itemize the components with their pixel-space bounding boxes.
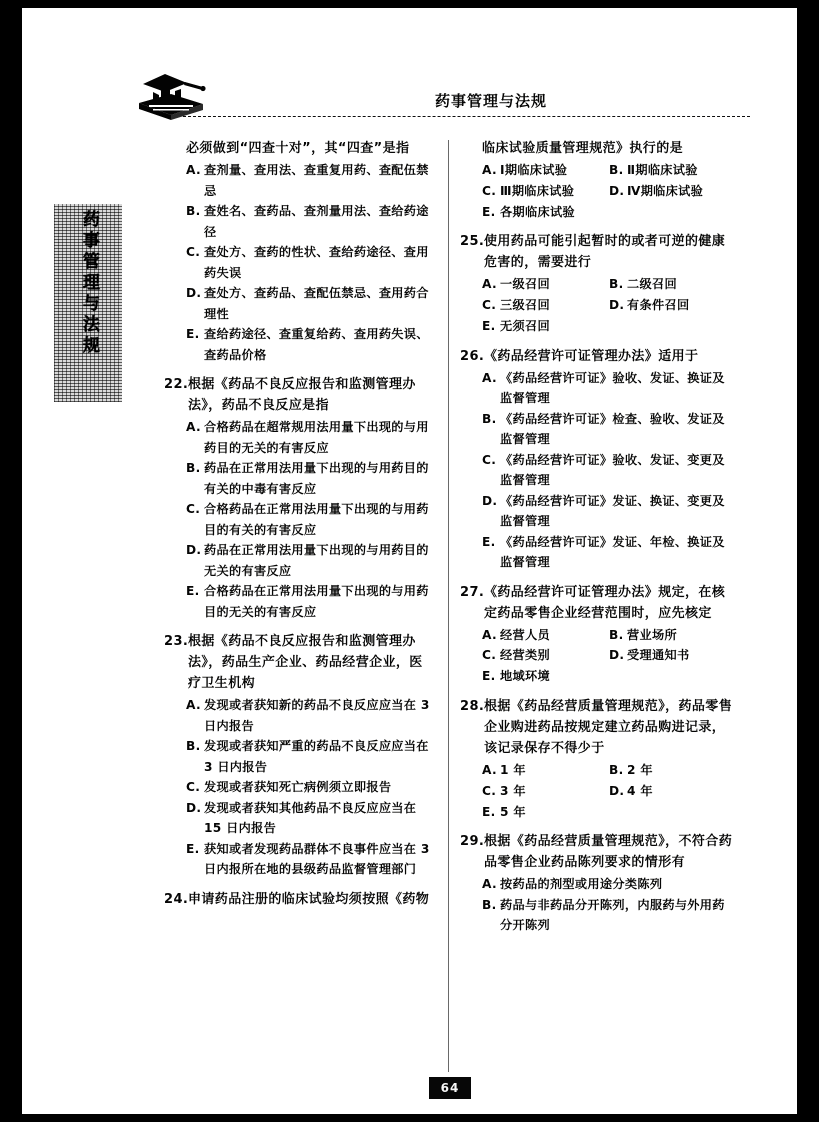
option-text: 《药品经营许可证》检查、验收、发证及监督管理 [500,411,725,447]
option-item[interactable] [609,625,736,646]
option-item[interactable] [609,181,736,202]
option-letter: E. [482,669,496,684]
option-item[interactable] [164,499,432,540]
question-stem [460,138,736,159]
option-letter: B. [186,204,201,219]
option-item[interactable] [482,645,609,666]
option-text: 查姓名、查药品、查剂量用法、查给药途径 [204,204,429,239]
question-number: 25. [460,234,485,250]
scan-edge-left [0,0,22,1122]
option-text: 查处方、查药的性状、查给药途径、查用药失误 [204,245,429,280]
option-item[interactable] [609,760,736,781]
section-side-tab-label: 药事管理与法规 [78,210,99,357]
option-item[interactable] [609,781,736,802]
option-row [460,645,736,666]
option-item[interactable] [164,839,432,880]
page-title: 药事管理与法规 [435,92,548,110]
option-item[interactable] [609,295,736,316]
question-block [460,582,736,687]
option-list [460,160,736,222]
option-item[interactable] [460,874,736,895]
option-letter: A. [482,370,497,385]
question-stem-text: 必须做到“四查十对”，其“四查”是指 [186,141,410,156]
option-item[interactable] [164,581,432,622]
option-text: 无须召回 [500,318,550,333]
question-number: 23. [164,634,189,650]
option-item[interactable] [164,695,432,736]
option-text: 《药品经营许可证》验收、发证、换证及监督管理 [500,370,725,406]
option-letter: C. [482,298,497,313]
option-text: 《药品经营许可证》发证、换证、变更及监督管理 [500,493,725,529]
option-item[interactable] [482,802,609,823]
question-number: 28. [460,698,485,714]
option-letter: E. [186,584,200,599]
option-item[interactable] [609,274,736,295]
question-block [164,138,432,365]
option-item[interactable] [164,160,432,201]
option-text: 发现或者获知其他药品不良反应应当在 15 日内报告 [204,800,417,836]
option-text: Ⅳ期临床试验 [627,183,704,198]
option-text: 按药品的剂型或用途分类陈列 [500,877,663,892]
option-list [164,695,432,880]
option-row [460,160,736,181]
option-letter: C. [482,452,497,467]
option-item[interactable] [482,274,609,295]
question-stem-text: 根据《药品经营质量管理规范》，不符合药品零售企业药品陈列要求的情形有 [484,834,733,871]
option-item[interactable] [164,201,432,242]
question-stem-text: 申请药品注册的临床试验均须按照《药物 [188,891,430,907]
option-letter: D. [609,648,625,663]
option-text: 合格药品在超常规用法用量下出现的与用药目的无关的有害反应 [204,420,429,455]
question-number: 22. [164,377,189,393]
question-block [460,138,736,222]
option-item[interactable] [164,798,432,839]
option-text: 合格药品在正常用法用量下出现的与用药目的有关的有害反应 [204,502,429,537]
option-item[interactable] [460,368,736,409]
option-letter: B. [482,411,497,426]
book-graduation-cap-icon [135,70,207,120]
option-text: 经营类别 [500,648,550,663]
option-text: 《药品经营许可证》验收、发证、变更及监督管理 [500,452,725,488]
option-row [460,316,736,337]
option-item[interactable] [164,242,432,283]
header-divider [183,116,750,117]
column-divider [448,140,449,1072]
option-letter: B. [482,897,497,912]
option-letter: D. [609,298,625,313]
question-number: 24. [164,891,189,907]
option-row [460,202,736,223]
option-text: Ⅰ期临床试验 [500,163,568,178]
option-row [460,274,736,295]
question-block [164,889,432,910]
option-list [460,274,736,336]
right-column [460,138,736,945]
option-text: 各期临床试验 [500,204,575,219]
option-text: 获知或者发现药品群体不良事件应当在 3 日内报所在地的县级药品监督管理部门 [204,841,430,877]
option-item[interactable] [164,283,432,324]
option-letter: E. [186,327,200,342]
scan-edge-right [797,0,819,1122]
option-item[interactable] [460,409,736,450]
option-row [460,625,736,646]
question-block [164,374,432,622]
option-item[interactable] [460,491,736,532]
option-text: 发现或者获知严重的药品不良反应应当在 3 日内报告 [204,739,429,774]
section-side-tab [54,204,122,402]
option-item[interactable] [609,160,736,181]
option-letter: B. [609,277,624,292]
left-column [164,138,432,919]
scan-edge-bottom [0,1114,819,1122]
option-text: Ⅲ期临床试验 [500,183,575,198]
option-row [460,781,736,802]
question-block [164,631,432,880]
question-stem-text: 临床试验质量管理规范》执行的是 [482,141,684,156]
option-text: 发现或者获知新的药品不良反应应当在 3 日内报告 [204,698,430,733]
question-number: 27. [460,584,485,600]
question-stem [460,696,736,759]
question-stem-text: 根据《药品不良反应报告和监测管理办法》，药品生产企业、药品经营企业，医疗卫生机构 [188,634,423,692]
option-text: 2 年 [627,763,653,778]
question-stem [460,582,736,624]
option-row [460,760,736,781]
option-text: 三级召回 [500,298,550,313]
option-letter: A. [482,627,497,642]
option-text: 查给药途径、查重复给药、查用药失误、查药品价格 [204,327,429,362]
option-letter: E. [482,534,496,549]
question-stem-text: 根据《药品不良反应报告和监测管理办法》，药品不良反应是指 [188,377,416,414]
option-item[interactable] [482,295,609,316]
option-item[interactable] [164,458,432,499]
option-letter: A. [482,277,497,292]
question-stem-text: 《药品经营许可证管理办法》适用于 [484,348,699,364]
option-text: 查处方、查药品、查配伍禁忌、查用药合理性 [204,286,429,321]
option-letter: D. [186,800,202,815]
question-number: 26. [460,348,485,364]
option-letter: C. [482,783,497,798]
question-stem [164,889,432,910]
option-letter: E. [482,204,496,219]
option-letter: A. [186,420,201,435]
option-text: 发现或者获知死亡病例须立即报告 [204,780,392,795]
question-stem-text: 根据《药品经营质量管理规范》，药品零售企业购进药品按规定建立药品购进记录，该记录保存不得少于 [484,698,733,756]
page-number: 64 [429,1077,471,1099]
option-text: 二级召回 [627,277,677,292]
option-item[interactable] [164,417,432,458]
option-item[interactable] [482,666,609,687]
option-letter: B. [186,739,201,754]
option-text: 《药品经营许可证》发证、年检、换证及监督管理 [500,534,725,570]
option-text: 合格药品在正常用法用量下出现的与用药目的无关的有害反应 [204,584,429,619]
question-stem-text: 使用药品可能引起暂时的或者可逆的健康危害的，需要进行 [484,234,726,271]
option-letter: E. [482,318,496,333]
option-item[interactable] [164,324,432,365]
option-text: 4 年 [627,783,653,798]
option-letter: C. [482,183,497,198]
option-text: 营业场所 [627,627,677,642]
option-letter: A. [482,163,497,178]
option-letter: E. [186,841,200,856]
option-letter: D. [186,286,202,301]
option-row [460,181,736,202]
option-text: 受理通知书 [627,648,690,663]
question-stem [460,831,736,873]
option-item[interactable] [482,181,609,202]
option-item[interactable] [482,625,609,646]
option-text: 一级召回 [500,277,550,292]
option-item[interactable] [482,160,609,181]
option-letter: D. [186,543,202,558]
option-letter: E. [482,804,496,819]
option-text: 药品与非药品分开陈列，内服药与外用药分开陈列 [500,897,725,933]
option-item[interactable] [482,760,609,781]
option-item[interactable] [482,202,609,223]
option-letter: A. [482,877,497,892]
option-text: Ⅱ期临床试验 [627,163,698,178]
question-stem [460,231,736,273]
option-list [460,625,736,687]
option-letter: C. [482,648,497,663]
option-item[interactable] [482,781,609,802]
question-stem [164,631,432,694]
option-list [164,160,432,365]
option-text: 有条件召回 [627,298,690,313]
question-stem [164,374,432,416]
option-letter: A. [186,163,201,178]
option-letter: D. [609,183,625,198]
question-stem [164,138,432,159]
option-letter: D. [609,783,625,798]
option-text: 药品在正常用法用量下出现的与用药目的有关的中毒有害反应 [204,461,429,496]
option-text: 经营人员 [500,627,550,642]
question-block [460,831,736,936]
option-text: 1 年 [500,763,526,778]
option-letter: C. [186,245,201,260]
option-list [460,874,736,936]
question-stem [460,346,736,367]
option-text: 3 年 [500,783,526,798]
option-letter: C. [186,780,201,795]
option-item[interactable] [460,895,736,936]
option-text: 地域环境 [500,669,550,684]
option-text: 5 年 [500,804,526,819]
option-item[interactable] [460,450,736,491]
page-header [135,70,750,126]
option-item[interactable] [460,532,736,573]
option-text: 药品在正常用法用量下出现的与用药目的无关的有害反应 [204,543,429,578]
option-letter: B. [609,163,624,178]
option-letter: B. [609,763,624,778]
option-row [460,295,736,316]
option-letter: D. [482,493,498,508]
option-letter: A. [482,763,497,778]
question-stem-text: 《药品经营许可证管理办法》规定，在核定药品零售企业经营范围时，应先核定 [484,584,726,621]
option-item[interactable] [164,736,432,777]
option-item[interactable] [164,777,432,798]
option-item[interactable] [164,540,432,581]
question-block [460,346,736,573]
paper-surface [22,8,798,1114]
scan-edge-top [0,0,819,8]
option-list [460,368,736,573]
option-letter: B. [186,461,201,476]
option-list [460,760,736,822]
option-letter: A. [186,698,201,713]
option-text: 查剂量、查用法、查重复用药、查配伍禁忌 [204,163,429,198]
option-letter: B. [609,627,624,642]
option-item[interactable] [482,316,609,337]
option-item[interactable] [609,645,736,666]
option-list [164,417,432,622]
option-row [460,802,736,823]
question-number: 29. [460,834,485,850]
option-row [460,666,736,687]
question-block [460,231,736,336]
question-block [460,696,736,822]
option-letter: C. [186,502,201,517]
